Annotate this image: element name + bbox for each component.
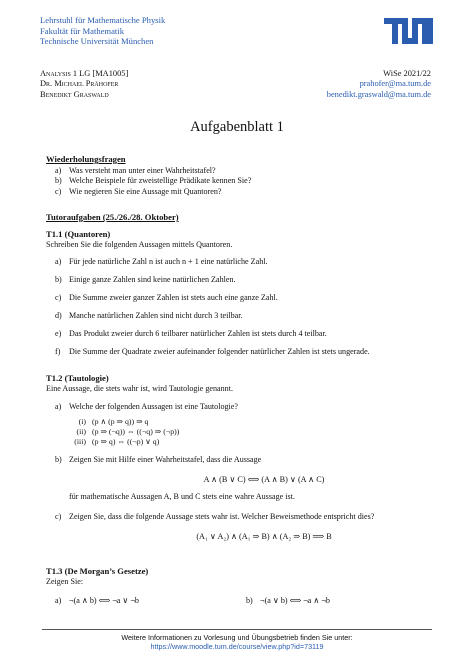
- email-link[interactable]: prahofer@ma.tum.de: [359, 79, 431, 89]
- list-item: [55, 347, 370, 365]
- lecturer-name: Dr. Michael Prähofer: [40, 79, 119, 89]
- list-item: [55, 166, 251, 176]
- item-label: b): [246, 596, 253, 605]
- item-text: Was versteht man unter einer Wahrheitstafel?: [69, 166, 216, 175]
- item-text: Für jede natürliche Zahl n ist auch n + 1 eine natürliche Zahl.: [69, 257, 268, 266]
- tum-logo: [384, 18, 433, 44]
- semester: WiSe 2021/22: [383, 69, 431, 78]
- chair-info: [40, 15, 165, 47]
- item-text: Zeigen Sie, dass die folgende Aussage stets wahr ist. Welcher Beweismethode entspricht dies?: [69, 512, 375, 521]
- item-text: Die Summe zweier ganzer Zahlen ist stets auch eine ganze Zahl.: [69, 293, 278, 302]
- chair-line: Technische Universität München: [40, 36, 154, 47]
- item-label: b): [55, 275, 62, 284]
- item-label: b): [55, 176, 62, 186]
- footer: [0, 633, 474, 651]
- item-label: b): [55, 455, 62, 464]
- item-text: Das Produkt zweier durch 6 teilbarer natürlicher Zahlen ist stets durch 4 teilbar.: [69, 329, 327, 338]
- item-label: d): [55, 311, 62, 320]
- item-label: c): [55, 512, 62, 521]
- formula: (p ⇒ q) ⇔ ((¬p) ∨ q): [92, 437, 160, 447]
- t3-item-a: [55, 595, 139, 605]
- section-heading-review: Wiederholungsfragen: [46, 154, 126, 164]
- item-text: Einige ganze Zahlen sind keine natürlichen Zahlen.: [69, 275, 236, 284]
- list-item: [55, 311, 370, 329]
- item-text: Welche Beispiele für zweistellige Prädikate kennen Sie?: [69, 176, 252, 186]
- formula-case-analysis: (A₁ ∨ A₂) ∧ (A₁ ⇒ B) ∧ (A₂ ⇒ B) ⟹ B: [196, 532, 332, 541]
- review-list: [55, 166, 251, 197]
- sub-label: (iii): [74, 437, 86, 447]
- list-item: [55, 187, 251, 197]
- task-heading-t1: T1.1 (Quantoren): [46, 229, 111, 239]
- email-link[interactable]: benedikt.graswald@ma.tum.de: [326, 89, 431, 99]
- task-intro: Schreiben Sie die folgenden Aussagen mittels Quantoren.: [46, 240, 233, 249]
- item-label: a): [55, 166, 62, 175]
- item-label: a): [55, 596, 62, 605]
- item-text: Manche natürlichen Zahlen sind nicht durch 3 teilbar.: [69, 311, 243, 320]
- t3-item-b: [246, 595, 330, 605]
- item-label: a): [55, 402, 62, 411]
- task-intro: Zeigen Sie:: [46, 577, 84, 586]
- task-intro: Eine Aussage, die stets wahr ist, wird Tautologie genannt.: [46, 384, 233, 393]
- moodle-link[interactable]: https://www.moodle.tum.de/course/view.php?id=73119: [150, 642, 324, 652]
- item-label: c): [55, 293, 62, 302]
- t2-item-c: [55, 512, 374, 530]
- list-item: [55, 275, 370, 293]
- sub-item: [67, 427, 179, 437]
- formula: ¬(a ∧ b) ⟺ ¬a ∨ ¬b: [69, 596, 139, 605]
- formula: (p ∧ (p ⇒ q)) ⇒ q: [92, 417, 149, 426]
- formula: (p ⇒ (¬q)) ⇔ ((¬q) ⇒ (¬p)): [92, 427, 180, 437]
- sub-label: (ii): [76, 427, 86, 437]
- item-label: a): [55, 257, 62, 266]
- item-text: für mathematische Aussagen A, B und C stets eine wahre Aussage ist.: [69, 492, 295, 501]
- sheet-title: Aufgabenblatt 1: [190, 119, 284, 135]
- item-label: f): [55, 347, 61, 356]
- sub-item: [67, 417, 179, 427]
- t2-item-b: [55, 455, 261, 473]
- chair-line: Lehrstuhl für Mathematische Physik: [40, 15, 166, 25]
- list-item: [55, 293, 370, 311]
- section-heading-tutor: Tutoraufgaben (25./26./28. Oktober): [46, 212, 179, 222]
- formula: ¬(a ∨ b) ⟺ ¬a ∧ ¬b: [260, 596, 330, 605]
- formula-distributive: A ∧ (B ∨ C) ⟺ (A ∧ B) ∨ (A ∧ C): [203, 475, 325, 484]
- contact-meta: [327, 69, 431, 100]
- chair-line: Fakultät für Mathematik: [40, 25, 125, 36]
- item-text: Die Summe der Quadrate zweier aufeinander folgender natürlicher Zahlen ist stets ungerade.: [69, 347, 370, 356]
- item-label: e): [55, 329, 62, 338]
- t1-list: [55, 257, 370, 365]
- item-text: Welche der folgenden Aussagen ist eine Tautologie?: [69, 402, 238, 411]
- footer-text: Weitere Informationen zu Vorlesung und Übungsbetrieb finden Sie unter:: [121, 633, 353, 642]
- item-text: Wie negieren Sie eine Aussage mit Quantoren?: [69, 186, 222, 196]
- assistant-name: Benedikt Graswald: [40, 89, 109, 99]
- list-item: [55, 329, 370, 347]
- t2-subitems: [67, 417, 179, 448]
- task-heading-t2: T1.2 (Tautologie): [46, 373, 109, 383]
- course-name: Analysis 1 LG [MA1005]: [40, 69, 129, 78]
- list-item: [55, 176, 251, 186]
- course-meta: [40, 69, 128, 100]
- list-item: [55, 512, 374, 530]
- sub-item: [67, 437, 179, 447]
- list-item: [55, 455, 261, 473]
- item-text: Zeigen Sie mit Hilfe einer Wahrheitstafel, dass die Aussage: [69, 455, 262, 464]
- task-heading-t3: T1.3 (De Morgan’s Gesetze): [46, 566, 149, 576]
- footer-divider: [42, 629, 432, 630]
- list-item: [55, 257, 370, 275]
- sub-label: (i): [78, 417, 86, 426]
- item-label: c): [55, 186, 62, 196]
